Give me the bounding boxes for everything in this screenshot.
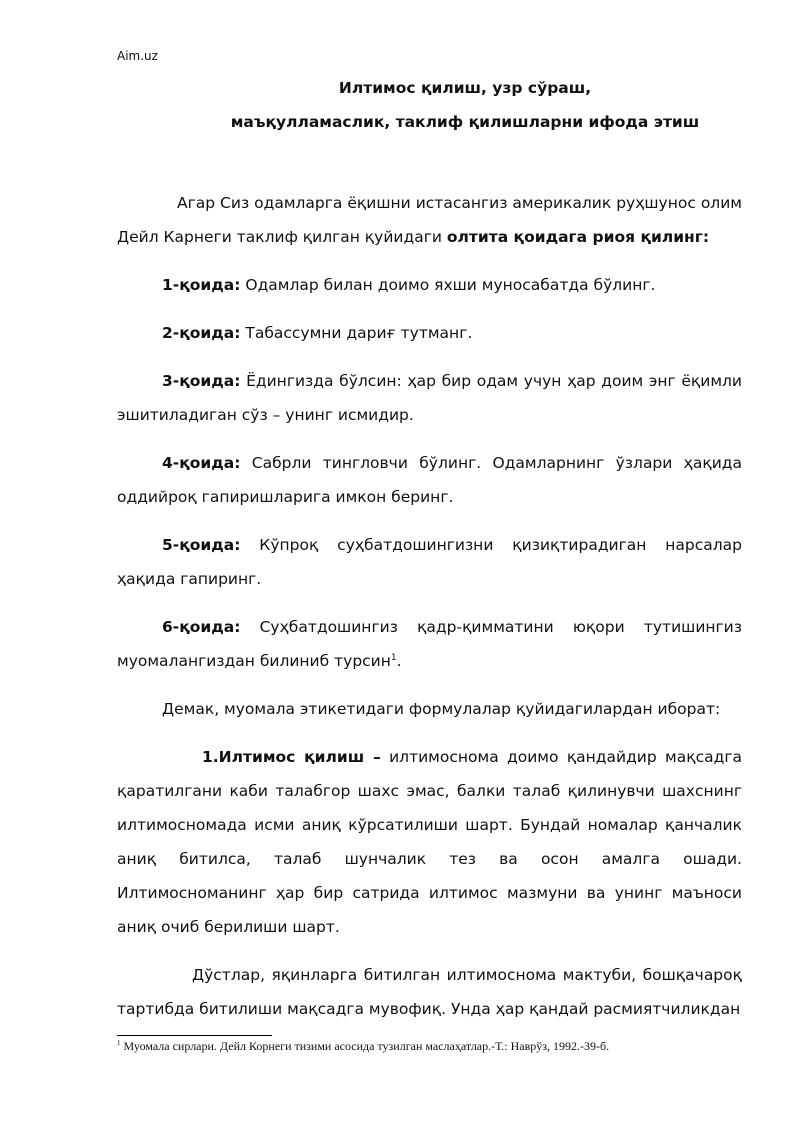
footnote-number: 1 — [117, 1039, 121, 1047]
footnote-text: Муомала сирлари. Дейл Корнеги тизими асосида тузилган маслаҳатлар.-Т.: Наврўз, 1992.-39-б. — [120, 1039, 610, 1053]
rule-label: 5-қоида: — [162, 536, 241, 554]
rule-3 — [117, 364, 742, 432]
rule-text: Одамлар билан доимо яхши муносабатда бўлинг. — [240, 276, 656, 294]
section-1-text: илтимоснома доимо қандайдир мақсадга қаратилгани каби талабгор шахс эмас, балки талаб қилинувчи шахснинг илтимосномада исми аниқ кўрсатилиши шарт. Бундай номалар қанчалик аниқ битилса, талаб шунчалик тез ва осон амалга ошади. Илтимосноманинг ҳар бир сатрида илтимос мазмуни ва унинг маъноси аниқ очиб берилиши шарт. — [117, 748, 742, 936]
rule-label: 4-қоида: — [162, 454, 241, 472]
summary-paragraph: Демак, муомала этикетидаги формулалар қуйидагилардан иборат: — [162, 700, 721, 718]
rule-1 — [117, 268, 742, 302]
rule-text-end: . — [396, 652, 402, 670]
rule-2 — [117, 316, 742, 350]
rule-text: Сабрли тингловчи бўлинг. Одамларнинг ўзлари ҳақида оддийроқ гапиришларига имкон беринг. — [117, 454, 742, 506]
rule-label: 1-қоида: — [162, 276, 241, 294]
rule-text: Ёдингизда бўлсин: ҳар бир одам учун ҳар доим энг ёқимли эшитиладиган сўз – унинг исмидир. — [117, 372, 742, 424]
rule-text: Табассумни дариғ тутманг. — [240, 324, 473, 342]
document-body — [117, 186, 742, 1040]
intro-text: Агар Сиз одамларга ёқишни истасангиз америкалик руҳшунос олим Дейл Карнеги таклиф қилган қуйидаги — [117, 194, 742, 246]
rule-label: 2-қоида: — [162, 324, 241, 342]
site-header: Aim.uz — [117, 49, 158, 63]
intro-bold: олтита қоидага риоя қилинг: — [446, 228, 710, 246]
intro-paragraph — [117, 186, 742, 254]
rule-label: 6-қоида: — [162, 618, 241, 636]
rule-text: Кўпроқ суҳбатдошингизни қизиқтирадиган нарсалар ҳақида гапиринг. — [117, 536, 742, 588]
footnote-divider — [117, 1035, 272, 1036]
rule-label: 3-қоида: — [162, 372, 241, 390]
rule-5 — [117, 528, 742, 596]
rule-4 — [117, 446, 742, 514]
document-title-line-1: Илтимос қилиш, узр сўраш, — [338, 79, 592, 97]
footnote-ref: 1 — [390, 652, 397, 663]
footnote — [117, 1039, 609, 1054]
rule-6 — [117, 610, 742, 678]
section-1-label: 1.Илтимос қилиш – — [202, 748, 381, 766]
section-1-paragraph — [117, 740, 742, 944]
rule-text: Суҳбатдошингиз қадр-қимматини юқори тутишингиз муомалангиздан билиниб турсин — [117, 618, 742, 670]
last-paragraph: Дўстлар, яқинларга битилган илтимоснома мактуби, бошқачароқ тартибда битилиши мақсадга мувофиқ. Унда ҳар қандай расмиятчиликдан — [117, 966, 742, 1018]
document-title-line-2: маъқулламаслик, таклиф қилишларни ифода этиш — [230, 113, 700, 131]
